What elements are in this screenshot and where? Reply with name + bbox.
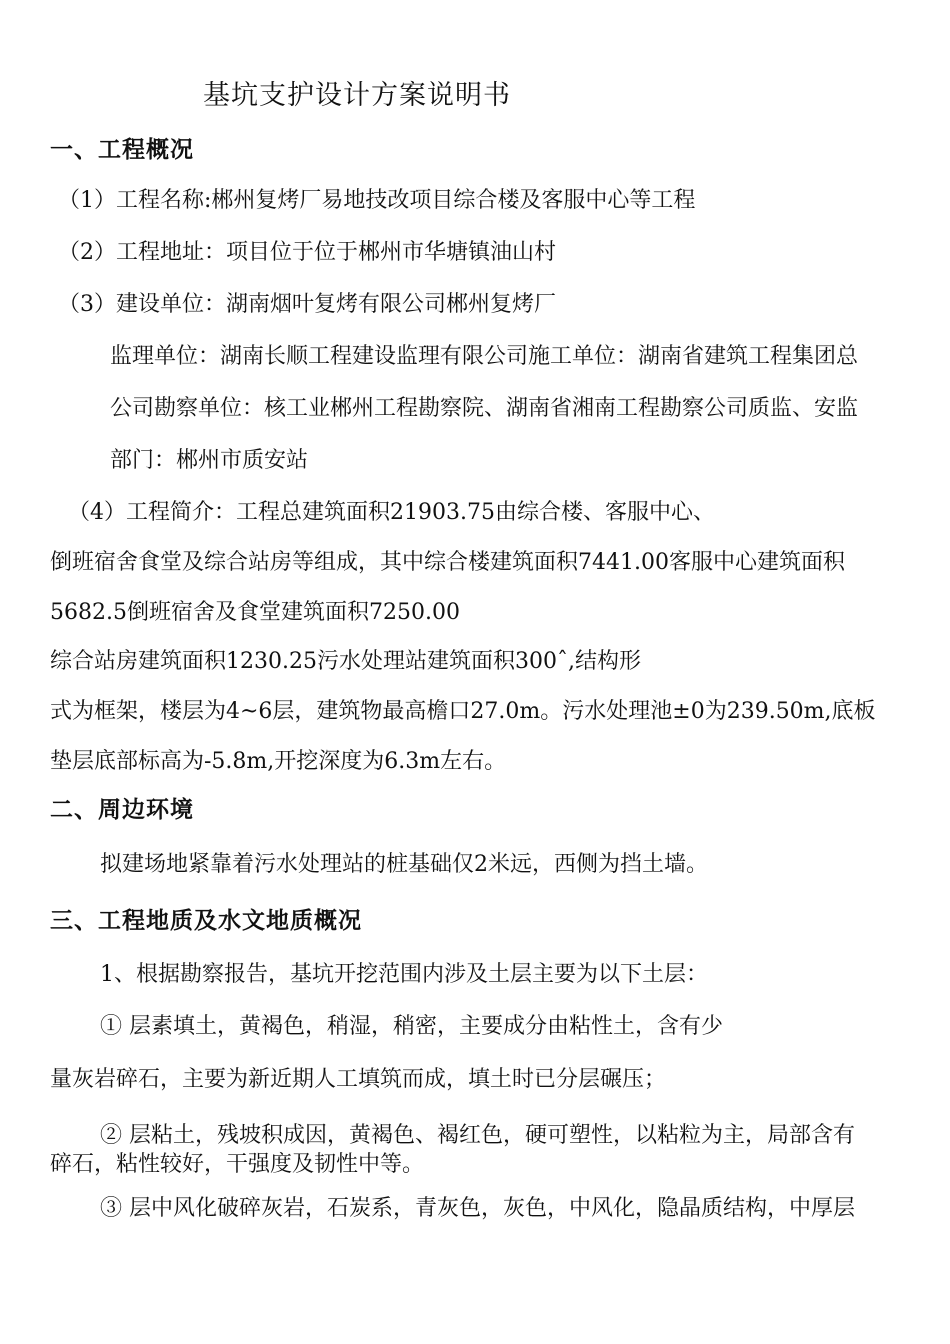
section-heading-geology: 三、工程地质及水文地质概况 bbox=[50, 908, 362, 934]
paragraph-line: 部门：郴州市质安站 bbox=[110, 448, 309, 473]
paragraph-line: 综合站房建筑面积1230.25污水处理站建筑面积300ˆ,结构形 bbox=[50, 649, 641, 674]
section-heading-surroundings: 二、周边环境 bbox=[50, 797, 194, 823]
paragraph-line: 碎石，粘性较好，干强度及韧性中等。 bbox=[50, 1152, 425, 1177]
paragraph-line: （3）建设单位：湖南烟叶复烤有限公司郴州复烤厂 bbox=[58, 292, 556, 317]
paragraph-line: 垫层底部标高为-5.8m,开挖深度为6.3m左右。 bbox=[50, 749, 507, 774]
document-title: 基坑支护设计方案说明书 bbox=[203, 80, 511, 111]
paragraph-line: ① 层素填土，黄褐色，稍湿，稍密，主要成分由粘性土，含有少 bbox=[100, 1014, 723, 1039]
paragraph-line: 公司勘察单位：核工业郴州工程勘察院、湖南省湘南工程勘察公司质监、安监 bbox=[110, 396, 859, 421]
paragraph-line: 5682.5倒班宿舍及食堂建筑面积7250.00 bbox=[50, 600, 460, 625]
paragraph-line: （4）工程简介：工程总建筑面积21903.75由综合楼、客服中心、 bbox=[68, 500, 715, 525]
paragraph-line: 监理单位：湖南长顺工程建设监理有限公司施工单位：湖南省建筑工程集团总 bbox=[110, 344, 859, 369]
paragraph-line: 倒班宿舍食堂及综合站房等组成，其中综合楼建筑面积7441.00客服中心建筑面积 bbox=[50, 550, 845, 575]
paragraph-line: （2）工程地址：项目位于位于郴州市华塘镇油山村 bbox=[58, 240, 556, 265]
paragraph-line: （1）工程名称:郴州复烤厂易地技改项目综合楼及客服中心等工程 bbox=[58, 188, 696, 213]
paragraph-line: ③ 层中风化破碎灰岩，石炭系，青灰色，灰色，中风化，隐晶质结构，中厚层 bbox=[100, 1196, 855, 1221]
paragraph-line: 1、根据勘察报告，基坑开挖范围内涉及土层主要为以下土层： bbox=[100, 962, 708, 987]
paragraph-line: 拟建场地紧靠着污水处理站的桩基础仅2米远，西侧为挡土墙。 bbox=[100, 852, 708, 877]
section-heading-overview: 一、工程概况 bbox=[50, 137, 194, 163]
paragraph-line: ② 层粘土，残坡积成因，黄褐色、褐红色，硬可塑性，以粘粒为主，局部含有 bbox=[100, 1123, 855, 1148]
paragraph-line: 量灰岩碎石，主要为新近期人工填筑而成，填土时已分层碾压； bbox=[50, 1067, 667, 1092]
paragraph-line: 式为框架，楼层为4~6层，建筑物最高檐口27.0m。污水处理池±0为239.50m,底板 bbox=[50, 699, 876, 724]
